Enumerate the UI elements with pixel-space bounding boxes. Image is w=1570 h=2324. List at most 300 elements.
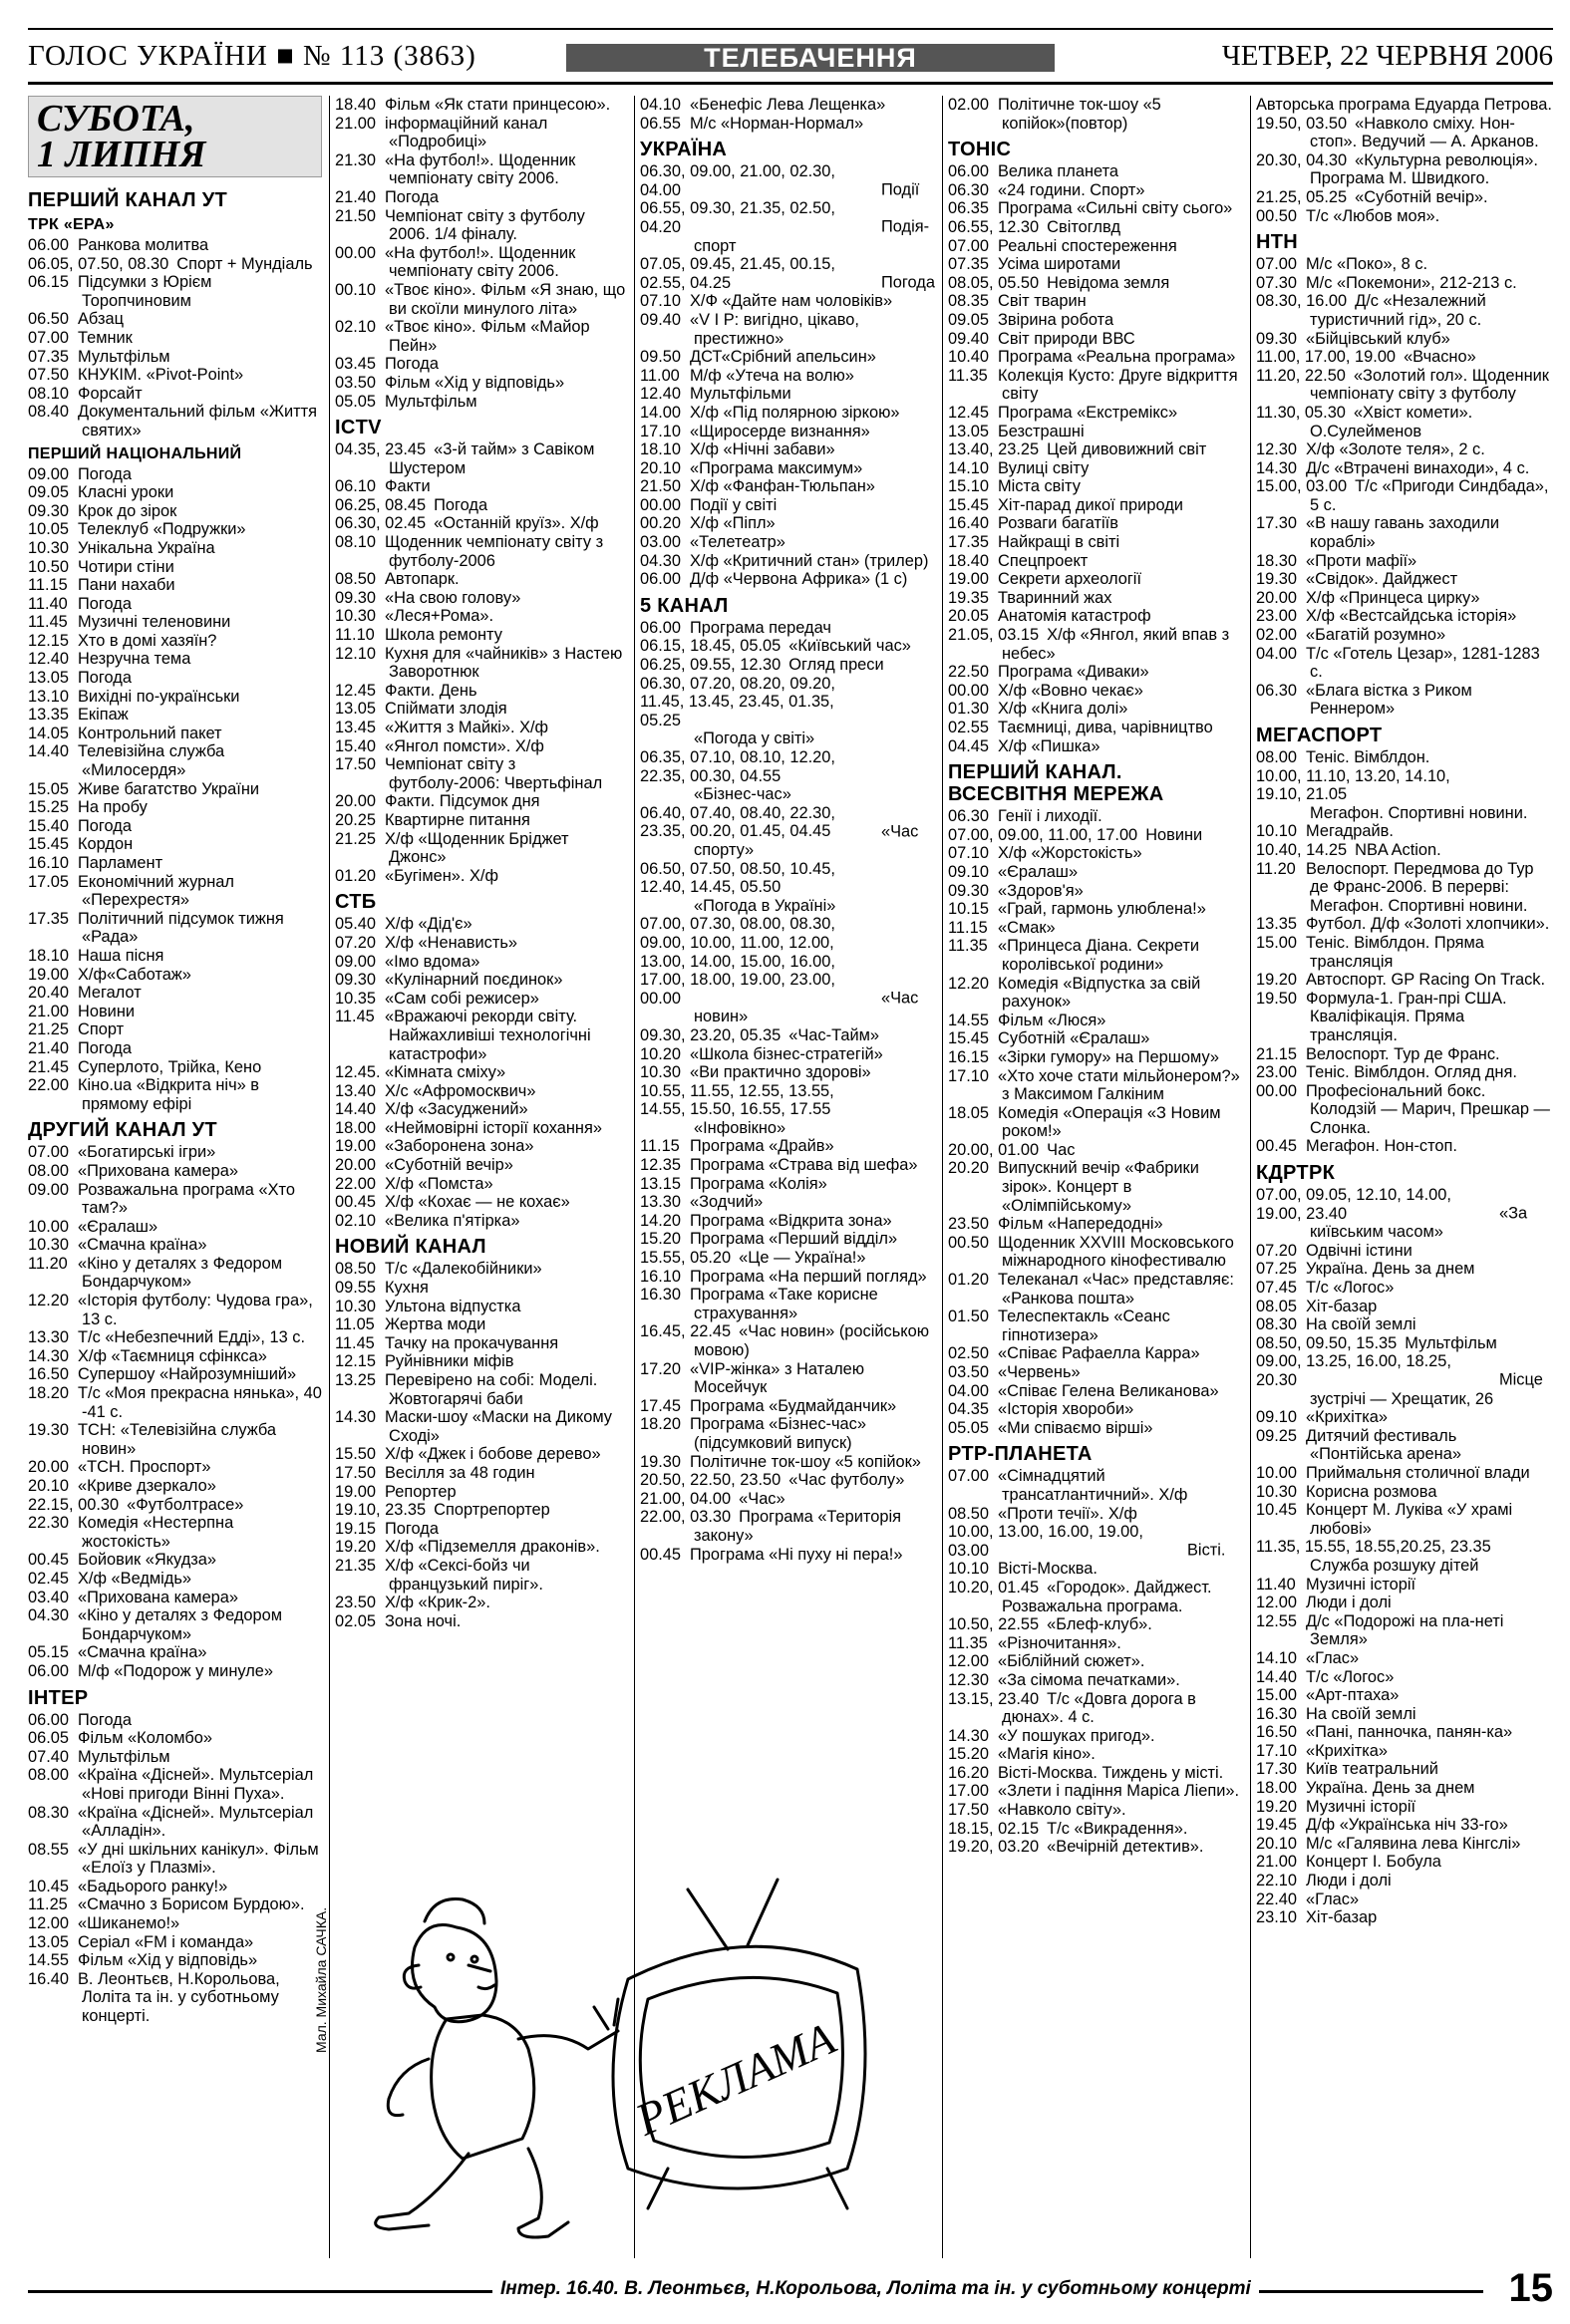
listing-time: 00.00 xyxy=(335,243,377,262)
listing-time: 11.15 xyxy=(28,576,68,595)
listing-time: 10.55, 11.55, 12.55, 13.55, 14.55, 15.50, 16.55, 17.55 xyxy=(640,1081,834,1119)
listing-time: 20.20 xyxy=(948,1159,990,1178)
listing-time: 14.20 xyxy=(640,1211,682,1230)
masthead-bottom-rule xyxy=(28,82,1553,85)
listing-time: 21.50 xyxy=(335,206,377,225)
listing-row xyxy=(335,1464,627,1483)
listing-time: 06.00 xyxy=(948,162,990,181)
listing-time: 07.40 xyxy=(28,1747,70,1766)
listing-time: 10.30 xyxy=(335,1297,377,1315)
listing-row xyxy=(28,465,322,484)
listing-row xyxy=(948,440,1241,459)
listing-time: 06.30, 07.20, 08.20, 09.20, 11.45, 13.45, 23.45, 01.35, 05.25 xyxy=(640,674,835,729)
listing-row xyxy=(28,1477,322,1496)
listing-title: Велоспорт. Тур де Франс. xyxy=(1306,1044,1500,1063)
listing-time: 02.05 xyxy=(335,1611,377,1630)
listing-time: 00.45 xyxy=(28,1551,70,1570)
listing-row xyxy=(1256,1483,1553,1502)
listing-row xyxy=(28,1589,322,1607)
listing-time: 10.15 xyxy=(948,900,990,919)
listing-time: 05.15 xyxy=(28,1643,70,1662)
listing-row xyxy=(28,1662,322,1681)
listing-time: 08.40 xyxy=(28,403,70,422)
listing-title: Погода xyxy=(78,669,132,688)
listing-time: 07.00 xyxy=(948,1467,990,1486)
channel-heading: ТОНІС xyxy=(948,139,1012,161)
listing-title: «На футбол!». Щоденник чемпіонату світу 2006. xyxy=(385,243,576,281)
listing-row xyxy=(28,1058,322,1077)
listing-time: 19.30 xyxy=(640,1452,682,1471)
listing-time: 07.25 xyxy=(1256,1260,1298,1279)
listing-title: Політичний підсумок тижня «Рада» xyxy=(78,909,284,947)
listing-time: 02.10 xyxy=(335,318,377,337)
listing-time: 12.55 xyxy=(1256,1611,1298,1630)
listing-row xyxy=(28,742,322,779)
listing-title: «Єралаш» xyxy=(998,862,1079,881)
listing-row xyxy=(948,1467,1241,1504)
listing-row xyxy=(335,755,627,792)
listing-time: 19.20 xyxy=(335,1538,377,1557)
listing-row xyxy=(1256,1464,1553,1483)
listing-time: 08.00 xyxy=(28,1766,70,1785)
listing-row xyxy=(335,1594,627,1612)
listing-time: 16.30 xyxy=(640,1286,682,1305)
listing-time: 19.10, 23.35 xyxy=(335,1501,427,1520)
listing-row xyxy=(948,737,1241,756)
listing-time: 11.20 xyxy=(28,1254,68,1273)
listing-time: 12.45 xyxy=(335,681,377,700)
listing-row xyxy=(1256,1872,1553,1890)
listing-row xyxy=(28,1729,322,1748)
listing-title: Теніс. Вімблдон. xyxy=(1306,748,1430,766)
listing-row xyxy=(640,860,935,916)
listing-time: 13.05 xyxy=(948,422,990,440)
listing-title: Спортрепортер xyxy=(434,1501,550,1520)
listing-row xyxy=(948,1523,1241,1560)
listing-row xyxy=(335,971,627,990)
listing-title: Програма «Таке корисне страхування» xyxy=(690,1286,878,1322)
listing-row xyxy=(640,404,935,423)
listing-time: 10.30 xyxy=(28,538,70,557)
listing-row xyxy=(948,1234,1241,1271)
listing-time: 11.35 xyxy=(948,1633,988,1652)
listing-row xyxy=(640,514,935,533)
listing-time: 12.10 xyxy=(335,644,377,663)
listing-time: 17.20 xyxy=(640,1359,682,1378)
listing-title: Х/ф «Жорстокість» xyxy=(998,844,1142,863)
listing-row xyxy=(28,780,322,799)
listing-time: 16.30 xyxy=(1256,1704,1298,1723)
listing-title: «Сімнадцятий трансатлантичний». Х/ф xyxy=(998,1467,1188,1504)
listing-title: Суперлото, Трійка, Кено xyxy=(78,1057,262,1076)
listing-time: 16.20 xyxy=(948,1763,990,1782)
listing-title: Програма «Екстремікс» xyxy=(998,403,1178,422)
listing-time: 02.55 xyxy=(948,719,990,736)
listing-title: Х/ф «Вестсайдська історія» xyxy=(1306,607,1517,626)
listing-row xyxy=(335,1119,627,1138)
listing-time: 20.10 xyxy=(28,1477,70,1495)
listing-row xyxy=(640,915,935,1026)
listing-row xyxy=(1256,1649,1553,1668)
listing-row xyxy=(948,404,1241,423)
listing-row xyxy=(1256,1779,1553,1798)
listing-title: Т/с «Моя прекрасна нянька», 40 -41 с. xyxy=(78,1384,322,1421)
listing-title: Мегадрайв. xyxy=(1306,822,1394,841)
listing-time: 19.35 xyxy=(948,588,990,607)
listing-row xyxy=(28,1933,322,1952)
listing-row xyxy=(28,385,322,404)
listing-time: 04.35, 23.45 xyxy=(335,440,427,459)
listing-time: 23.00 xyxy=(1256,1063,1298,1082)
listing-row xyxy=(28,1236,322,1255)
listing-time: 04.45 xyxy=(948,736,990,755)
listing-time: 09.30, 23.20, 05.35 xyxy=(640,1025,782,1044)
listing-title: Жертва моди xyxy=(385,1315,486,1334)
listing-title: Кордон xyxy=(78,835,134,854)
listing-time: 21.00 xyxy=(28,1002,70,1020)
listing-row xyxy=(335,1298,627,1316)
listing-row xyxy=(28,835,322,854)
listing-title: «Імо вдома» xyxy=(385,952,480,971)
listing-row xyxy=(1256,1816,1553,1835)
listing-title: Звірина робота xyxy=(998,310,1114,329)
listing-time: 08.10 xyxy=(28,384,70,403)
listing-time: 21.30 xyxy=(335,150,377,169)
listing-time: 11.35 xyxy=(948,366,988,385)
listing-time: 13.10 xyxy=(28,687,70,706)
listing-time: 06.55 xyxy=(640,114,682,133)
listing-time: 20.00 xyxy=(335,792,377,811)
listing-title: Міста світу xyxy=(998,477,1081,496)
channel-heading: ІНТЕР xyxy=(28,1686,89,1709)
listing-title: Т/с «Готель Цезар», 1281-1283 с. xyxy=(1306,644,1540,682)
listing-time: 07.00 xyxy=(28,1143,70,1162)
listing-row xyxy=(28,329,322,348)
listing-row xyxy=(1256,367,1553,404)
listing-row xyxy=(640,748,935,804)
listing-title: Погода xyxy=(78,464,132,483)
listing-row xyxy=(948,181,1241,200)
listing-time: 10.40, 14.25 xyxy=(1256,840,1348,859)
listing-title: «Глас» xyxy=(1306,1889,1360,1908)
listing-row xyxy=(28,1643,322,1662)
listing-time: 17.50 xyxy=(335,755,377,774)
listing-time: 06.30 xyxy=(948,807,990,826)
listing-title: Люди і долі xyxy=(1306,1594,1392,1612)
listing-title: Кухня xyxy=(385,1279,429,1298)
listing-time: 13.05 xyxy=(28,1932,70,1951)
listing-row xyxy=(28,595,322,614)
listing-title: Погода xyxy=(385,355,439,374)
listing-title: «Бадьорого ранку!» xyxy=(78,1877,228,1895)
listing-time: 10.30 xyxy=(28,1236,70,1255)
listing-title: Чемпіонат світу з футболу-2006: Чвертьфінал xyxy=(385,755,603,792)
listing-time: 21.25 xyxy=(28,1020,70,1039)
listing-title: На своїй землі xyxy=(1306,1704,1416,1723)
listing-row xyxy=(1256,477,1553,514)
listing-title: Вулиці світу xyxy=(998,458,1090,477)
listing-time: 06.25, 08.45 xyxy=(335,495,427,514)
listing-row xyxy=(28,348,322,367)
listing-time: 10.30 xyxy=(335,607,377,626)
listing-title: Програма «Бізнес-час» (підсумковий випуск) xyxy=(690,1415,866,1452)
listing-row xyxy=(948,882,1241,901)
listing-row xyxy=(948,663,1241,682)
listing-time: 20.50, 22.50, 23.50 xyxy=(640,1471,782,1490)
listing-title: Теніс. Вімблдон. Огляд дня. xyxy=(1306,1063,1517,1082)
listing-title: «Програма максимум» xyxy=(690,458,863,477)
listing-title: Місце зустрічі — Хрещатик, 26 xyxy=(1310,1371,1543,1408)
listing-time: 21.40 xyxy=(28,1038,70,1057)
listing-row xyxy=(1256,1538,1553,1575)
listing-time: 19.00 xyxy=(28,965,70,984)
listing-row xyxy=(28,1514,322,1551)
listing-title: «3-й тайм» з Савіком Шустером xyxy=(389,440,595,477)
listing-time: 18.20 xyxy=(28,1384,70,1403)
listing-title: «Київський час» xyxy=(788,637,911,656)
listing-row xyxy=(335,1212,627,1231)
listing-title: Концерт І. Бобула xyxy=(1306,1853,1441,1872)
listing-row xyxy=(28,1328,322,1347)
listing-row xyxy=(335,1063,627,1082)
listing-row xyxy=(640,423,935,441)
listing-row xyxy=(335,151,627,188)
listing-row xyxy=(640,552,935,571)
listing-row xyxy=(335,682,627,701)
listing-title: «Проти течії». Х/ф xyxy=(998,1504,1137,1523)
listing-time: 17.05 xyxy=(28,872,70,891)
listing-title: Найкращі в світі xyxy=(998,533,1120,552)
listing-row xyxy=(335,1501,627,1520)
listing-row xyxy=(1256,1352,1553,1408)
listing-time: 06.10 xyxy=(335,477,377,496)
listing-row xyxy=(640,385,935,404)
listing-title: ТСН: «Телевізійна служба новин» xyxy=(78,1421,277,1458)
listing-time: 14.30 xyxy=(28,1346,70,1365)
listing-title: Програма «Страва від шефа» xyxy=(690,1156,918,1175)
listing-title: Підсумки з Юрієм Торопчиновим xyxy=(78,273,212,310)
listing-title: Д/с «Втрачені винаходи», 4 с. xyxy=(1306,458,1530,477)
listing-row xyxy=(28,1570,322,1589)
listing-time: 17.00 xyxy=(948,1782,990,1801)
listing-time: 17.50 xyxy=(335,1463,377,1482)
listing-row xyxy=(28,1292,322,1328)
listing-time: 06.50, 07.50, 08.50, 10.45, 12.40, 14.45, 05.50 xyxy=(640,859,835,897)
listing-title: Фільм «Люся» xyxy=(998,1011,1106,1029)
listing-row xyxy=(28,483,322,502)
listing-time: 20.00 xyxy=(335,1156,377,1175)
column-4 xyxy=(948,96,1241,2258)
listing-time: 19.50 xyxy=(1256,989,1298,1008)
section-title: ТЕЛЕБАЧЕННЯ xyxy=(566,44,1055,72)
listing-title: «Неймовірні історії кохання» xyxy=(385,1118,602,1137)
listing-row xyxy=(335,207,627,244)
listing-title: Щоденник чемпіонату світу з футболу-2006 xyxy=(385,533,604,570)
listing-title: Програма «Будмайданчик» xyxy=(690,1396,897,1415)
listing-row xyxy=(335,393,627,412)
listing-title: Мультфільми xyxy=(690,385,791,404)
listing-title: Класні уроки xyxy=(78,483,174,502)
listing-row xyxy=(948,1801,1241,1820)
listing-row xyxy=(1256,514,1553,551)
listing-title: Подія-спорт xyxy=(694,217,930,255)
listing-time: 23.50 xyxy=(335,1594,377,1612)
listing-row xyxy=(28,520,322,539)
listing-row xyxy=(335,1483,627,1502)
listing-title: М/с «Покемони», 212-213 с. xyxy=(1306,273,1517,292)
listing-title: «Навколо світу». xyxy=(998,1801,1126,1820)
listing-time: 12.45. xyxy=(335,1063,381,1082)
column-5 xyxy=(1256,96,1553,2258)
listing-time: 09.10 xyxy=(948,862,990,881)
listing-time: 18.20 xyxy=(640,1415,682,1434)
listing-time: 22.50 xyxy=(948,663,990,682)
listing-row xyxy=(640,637,935,656)
listing-time: 08.00 xyxy=(1256,748,1298,766)
listing-title: «Телетеатр» xyxy=(690,533,785,552)
listing-row xyxy=(1256,626,1553,645)
listing-time: 20.30, 04.30 xyxy=(1256,150,1348,169)
listing-row xyxy=(28,1551,322,1570)
listing-time: 15.10 xyxy=(948,477,990,496)
listing-row xyxy=(1256,860,1553,916)
listing-time: 11.10 xyxy=(335,626,375,645)
listing-title: Т/с «Небезпечний Едді», 13 с. xyxy=(78,1328,306,1347)
listing-time: 15.20 xyxy=(640,1230,682,1249)
column-3-body xyxy=(640,96,935,1564)
listing-row xyxy=(1256,822,1553,841)
listing-row xyxy=(28,966,322,985)
listing-title: Політичне ток-шоу «5 копійок» xyxy=(690,1452,921,1471)
listing-title: На своїй землі xyxy=(1306,1315,1416,1334)
listing-row xyxy=(948,570,1241,589)
tv-screen-text: РЕКЛАМА xyxy=(628,2012,843,2146)
listing-row xyxy=(640,1360,935,1397)
listing-time: 09.30 xyxy=(335,588,377,607)
listing-time: 14.40 xyxy=(335,1100,377,1119)
listing-row xyxy=(28,706,322,725)
listing-title: Хіт-базар xyxy=(1306,1297,1378,1315)
listing-time: 06.00 xyxy=(28,236,70,254)
listing-row xyxy=(948,1727,1241,1746)
listing-title: Щоденник XXVIII Московського міжнародного кінофестивалю xyxy=(998,1233,1234,1271)
listing-title: «Крихітка» xyxy=(1306,1741,1389,1760)
listing-time: 10.00, 13.00, 16.00, 19.00, 03.00 xyxy=(948,1523,1143,1560)
listing-row xyxy=(1256,1279,1553,1298)
listing-row xyxy=(640,162,935,199)
listing-time: 19.00 xyxy=(335,1482,377,1501)
listing-title: Футбол. Д/ф «Золоті хлопчики». xyxy=(1306,915,1550,934)
listing-time: 13.15 xyxy=(640,1174,682,1193)
listing-title: Х/ф «Піпл» xyxy=(690,514,776,533)
listing-title: Х/ф «Нічні забави» xyxy=(690,440,835,459)
footer-highlight: Інтер. 16.40. В. Леонтьєв, Н.Корольова, Лоліта та ін. у суботньому концерті xyxy=(492,2278,1259,2300)
listing-title: Політичне ток-шоу «5 копійок»(повтор) xyxy=(998,96,1161,133)
day-name: СУБОТА, xyxy=(37,98,195,140)
listing-row xyxy=(28,688,322,707)
masthead xyxy=(28,34,1553,78)
listing-row xyxy=(948,1029,1241,1048)
page-number: 15 xyxy=(1508,2266,1553,2310)
listing-title: Х/ф «Крик-2». xyxy=(385,1594,490,1612)
listing-title: Ультона відпустка xyxy=(385,1297,521,1315)
listing-row xyxy=(640,1286,935,1322)
listing-title: «Кіно у деталях з Федором Бондарчуком» xyxy=(78,1254,283,1292)
listing-time: 01.30 xyxy=(948,700,990,719)
channel-heading: ПЕРШИЙ КАНАЛ УТ xyxy=(28,189,227,211)
listing-time: 16.45, 22.45 xyxy=(640,1322,732,1341)
listing-row xyxy=(1256,767,1553,823)
listing-time: 20.40 xyxy=(28,984,70,1003)
listing-title: «Навколо сміху. Нон-стоп». Ведучий — А. Арканов. xyxy=(1310,114,1539,151)
listing-time: 02.45 xyxy=(28,1569,70,1588)
listing-row xyxy=(640,1026,935,1045)
listing-time: 03.50 xyxy=(335,373,377,392)
listing-title: Т/с «Далекобійники» xyxy=(385,1260,542,1279)
listing-row xyxy=(948,1104,1241,1141)
listing-title: Програма «Сильні світу сього» xyxy=(998,199,1233,218)
listing-row xyxy=(335,1408,627,1445)
listing-time: 08.30 xyxy=(1256,1315,1298,1334)
listing-title: Розважальна програма «Хто там?» xyxy=(78,1180,295,1218)
listing-title: Чотири стіни xyxy=(78,557,174,576)
listing-title: Приймальня столичної влади xyxy=(1306,1463,1530,1482)
listing-time: 19.45 xyxy=(1256,1816,1298,1835)
listing-title: «VIP-жінка» з Наталею Мосейчук xyxy=(690,1359,865,1397)
listing-row xyxy=(640,459,935,478)
listing-title: Професіональний бокс. Колодзій — Марич, Прешкар — Слонка. xyxy=(1306,1081,1550,1137)
listing-title: Х/ф «Щоденник Бріджет Джонс» xyxy=(385,829,569,867)
listing-time: 06.55, 12.30 xyxy=(948,217,1040,236)
listing-title: Концерт М. Луківа «У храмі любові» xyxy=(1306,1501,1513,1538)
listing-row xyxy=(1256,682,1553,719)
listing-time: 09.30 xyxy=(948,881,990,900)
listing-time: 08.50, 09.50, 15.35 xyxy=(1256,1333,1398,1352)
listing-title: «Час спорту» xyxy=(694,822,919,859)
listing-time: 13.40, 23.25 xyxy=(948,440,1040,459)
listing-row xyxy=(28,873,322,910)
listing-title: Світ природи ВВС xyxy=(998,329,1135,348)
listing-time: 06.30 xyxy=(1256,681,1298,700)
listing-title: Телеклуб «Подружки» xyxy=(78,520,246,539)
listing-row xyxy=(28,1039,322,1058)
channel-heading: МЕГАСПОРТ xyxy=(1256,725,1383,746)
listing-title: Кухня для «чайників» з Настею Заворотнюк xyxy=(385,644,623,682)
listing-title: інформаційний канал «Подробиці» xyxy=(385,114,548,151)
listing-row xyxy=(948,1159,1241,1215)
listing-title: Вісті. xyxy=(1187,1541,1226,1560)
listing-row xyxy=(335,990,627,1009)
listing-title: «Культурна революція». Програма М. Швидкого. xyxy=(1310,150,1538,188)
listing-time: 12.15 xyxy=(335,1352,377,1371)
listing-time: 18.05 xyxy=(948,1103,990,1122)
listing-title: «Прихована камера» xyxy=(78,1161,239,1180)
listing-title: «Футболтрасе» xyxy=(127,1495,244,1514)
listing-row xyxy=(335,1557,627,1594)
listing-title: Музичні теленовини xyxy=(78,613,231,632)
listing-title: М/ф «Утеча на волю» xyxy=(690,366,854,385)
listing-time: 12.30 xyxy=(948,1670,990,1689)
listing-title: «Погода у світі» xyxy=(694,729,815,748)
listing-title: Т/с «Логос» xyxy=(1306,1667,1395,1686)
listing-title: Факти. Підсумок дня xyxy=(385,792,540,811)
listing-time: 09.50 xyxy=(640,348,682,367)
channel-heading: УКРАЇНА xyxy=(640,139,728,161)
listing-title: Секрети археології xyxy=(998,570,1141,589)
listing-time: 13.45 xyxy=(335,719,377,736)
listing-title: «ТСН. Проспорт» xyxy=(78,1458,211,1477)
listing-time: 17.10 xyxy=(1256,1741,1298,1760)
